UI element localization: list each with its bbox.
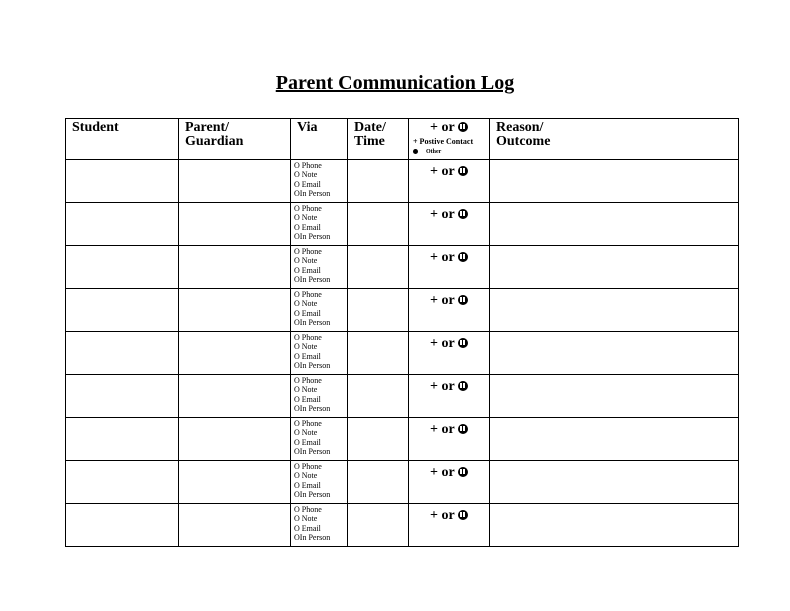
via-option[interactable]: O Phone bbox=[294, 290, 322, 299]
via-option[interactable]: O Email bbox=[294, 265, 321, 275]
page-title: Parent Communication Log bbox=[275, 72, 515, 94]
parent-cell[interactable] bbox=[179, 289, 291, 332]
pm-label: + or bbox=[430, 250, 455, 265]
via-option[interactable]: OIn Person bbox=[294, 232, 331, 242]
table-row bbox=[66, 504, 739, 547]
positive-or-other-cell bbox=[409, 246, 490, 289]
via-option[interactable]: O Email bbox=[294, 394, 321, 404]
via-option[interactable]: O Note bbox=[294, 213, 318, 223]
student-cell[interactable] bbox=[66, 160, 179, 203]
via-option[interactable]: O Phone bbox=[294, 462, 322, 471]
via-header: Via bbox=[291, 119, 348, 160]
student-cell[interactable] bbox=[66, 246, 179, 289]
positive-or-other-cell bbox=[409, 375, 490, 418]
parent-cell[interactable] bbox=[179, 203, 291, 246]
table-row bbox=[66, 418, 739, 461]
positive-or-other-cell bbox=[409, 160, 490, 203]
pm-label: + or bbox=[430, 207, 455, 222]
parent-cell[interactable] bbox=[179, 504, 291, 547]
table-row bbox=[66, 246, 739, 289]
via-option[interactable]: O Note bbox=[294, 170, 318, 180]
date-time-cell[interactable] bbox=[348, 160, 409, 203]
via-option[interactable]: OIn Person bbox=[294, 447, 331, 457]
student-cell[interactable] bbox=[66, 332, 179, 375]
via-option[interactable]: O Phone bbox=[294, 247, 322, 256]
student-cell[interactable] bbox=[66, 504, 179, 547]
via-option[interactable]: O Note bbox=[294, 428, 318, 438]
parent-cell[interactable] bbox=[179, 418, 291, 461]
table-row bbox=[66, 160, 739, 203]
neutral-face-icon bbox=[458, 510, 468, 520]
via-cell bbox=[291, 246, 348, 289]
via-option[interactable]: O Note bbox=[294, 514, 318, 524]
student-cell[interactable] bbox=[66, 289, 179, 332]
positive-or-other-cell bbox=[409, 418, 490, 461]
communication-log-table bbox=[65, 118, 739, 547]
reason-outcome-cell[interactable] bbox=[490, 160, 739, 203]
pm-label: + or bbox=[430, 422, 455, 437]
positive-or-other-cell bbox=[409, 203, 490, 246]
positive-or-other-cell bbox=[409, 461, 490, 504]
pm-label: + or bbox=[430, 336, 455, 351]
date-time-cell[interactable] bbox=[348, 289, 409, 332]
neutral-face-icon bbox=[458, 295, 468, 305]
via-option[interactable]: OIn Person bbox=[294, 404, 331, 414]
via-option[interactable]: O Note bbox=[294, 299, 318, 309]
via-option[interactable]: O Phone bbox=[294, 419, 322, 428]
via-option[interactable]: OIn Person bbox=[294, 361, 331, 371]
via-option[interactable]: O Phone bbox=[294, 161, 322, 170]
via-option[interactable]: O Note bbox=[294, 256, 318, 266]
student-header: Student bbox=[66, 119, 179, 160]
parent-cell[interactable] bbox=[179, 332, 291, 375]
via-option[interactable]: OIn Person bbox=[294, 318, 331, 328]
parent-header: Parent/ Guardian bbox=[179, 119, 291, 160]
neutral-face-icon bbox=[458, 122, 468, 132]
neutral-dot-icon bbox=[413, 149, 418, 154]
via-cell bbox=[291, 375, 348, 418]
reason-outcome-cell[interactable] bbox=[490, 203, 739, 246]
via-option[interactable]: O Phone bbox=[294, 204, 322, 213]
table-row bbox=[66, 375, 739, 418]
via-cell bbox=[291, 203, 348, 246]
via-option[interactable]: O Email bbox=[294, 179, 321, 189]
date-time-cell[interactable] bbox=[348, 203, 409, 246]
positive-or-other-cell bbox=[409, 504, 490, 547]
reason-outcome-cell[interactable] bbox=[490, 332, 739, 375]
reason-outcome-cell[interactable] bbox=[490, 504, 739, 547]
parent-cell[interactable] bbox=[179, 461, 291, 504]
neutral-face-icon bbox=[458, 467, 468, 477]
via-option[interactable]: OIn Person bbox=[294, 490, 331, 500]
via-cell bbox=[291, 160, 348, 203]
student-cell[interactable] bbox=[66, 203, 179, 246]
positive-or-other-header: + or + Postive Contact Other bbox=[409, 119, 490, 160]
via-cell bbox=[291, 289, 348, 332]
via-cell bbox=[291, 332, 348, 375]
via-option[interactable]: OIn Person bbox=[294, 275, 331, 285]
date-time-cell[interactable] bbox=[348, 418, 409, 461]
via-option[interactable]: OIn Person bbox=[294, 189, 331, 199]
via-cell bbox=[291, 504, 348, 547]
reason-outcome-cell[interactable] bbox=[490, 246, 739, 289]
positive-or-other-cell bbox=[409, 289, 490, 332]
reason-outcome-cell[interactable] bbox=[490, 289, 739, 332]
reason-outcome-cell[interactable] bbox=[490, 461, 739, 504]
reason-outcome-header: Reason/ Outcome bbox=[490, 119, 739, 160]
via-option[interactable]: O Email bbox=[294, 308, 321, 318]
parent-cell[interactable] bbox=[179, 160, 291, 203]
date-time-cell[interactable] bbox=[348, 461, 409, 504]
date-time-cell[interactable] bbox=[348, 246, 409, 289]
via-option[interactable]: OIn Person bbox=[294, 533, 331, 543]
via-option[interactable]: O Email bbox=[294, 351, 321, 361]
student-cell[interactable] bbox=[66, 418, 179, 461]
student-cell[interactable] bbox=[66, 375, 179, 418]
header-row bbox=[66, 119, 739, 160]
pm-label: + or bbox=[430, 164, 455, 179]
pm-label: + or bbox=[430, 508, 455, 523]
via-option[interactable]: O Note bbox=[294, 342, 318, 352]
neutral-face-icon bbox=[458, 381, 468, 391]
parent-cell[interactable] bbox=[179, 375, 291, 418]
legend: + Postive Contact Other bbox=[413, 137, 474, 155]
positive-or-other-cell bbox=[409, 332, 490, 375]
neutral-face-icon bbox=[458, 252, 468, 262]
reason-outcome-cell[interactable] bbox=[490, 418, 739, 461]
via-option[interactable]: O Phone bbox=[294, 505, 322, 514]
via-option[interactable]: O Phone bbox=[294, 376, 322, 385]
via-option[interactable]: O Note bbox=[294, 471, 318, 481]
pm-label: + or bbox=[430, 379, 455, 394]
pm-label: + or bbox=[430, 293, 455, 308]
via-cell bbox=[291, 418, 348, 461]
table-row bbox=[66, 203, 739, 246]
neutral-face-icon bbox=[458, 166, 468, 176]
via-option[interactable]: O Email bbox=[294, 523, 321, 533]
pm-label: + or bbox=[430, 465, 455, 480]
table-row bbox=[66, 461, 739, 504]
neutral-face-icon bbox=[458, 338, 468, 348]
via-cell bbox=[291, 461, 348, 504]
date-time-cell[interactable] bbox=[348, 332, 409, 375]
date-time-header: Date/ Time bbox=[348, 119, 409, 160]
table-row bbox=[66, 289, 739, 332]
via-option[interactable]: O Note bbox=[294, 385, 318, 395]
parent-cell[interactable] bbox=[179, 246, 291, 289]
via-option[interactable]: O Email bbox=[294, 480, 321, 490]
table-row bbox=[66, 332, 739, 375]
neutral-face-icon bbox=[458, 424, 468, 434]
reason-outcome-cell[interactable] bbox=[490, 375, 739, 418]
date-time-cell[interactable] bbox=[348, 375, 409, 418]
date-time-cell[interactable] bbox=[348, 504, 409, 547]
neutral-face-icon bbox=[458, 209, 468, 219]
via-option[interactable]: O Phone bbox=[294, 333, 322, 342]
via-option[interactable]: O Email bbox=[294, 222, 321, 232]
via-option[interactable]: O Email bbox=[294, 437, 321, 447]
student-cell[interactable] bbox=[66, 461, 179, 504]
